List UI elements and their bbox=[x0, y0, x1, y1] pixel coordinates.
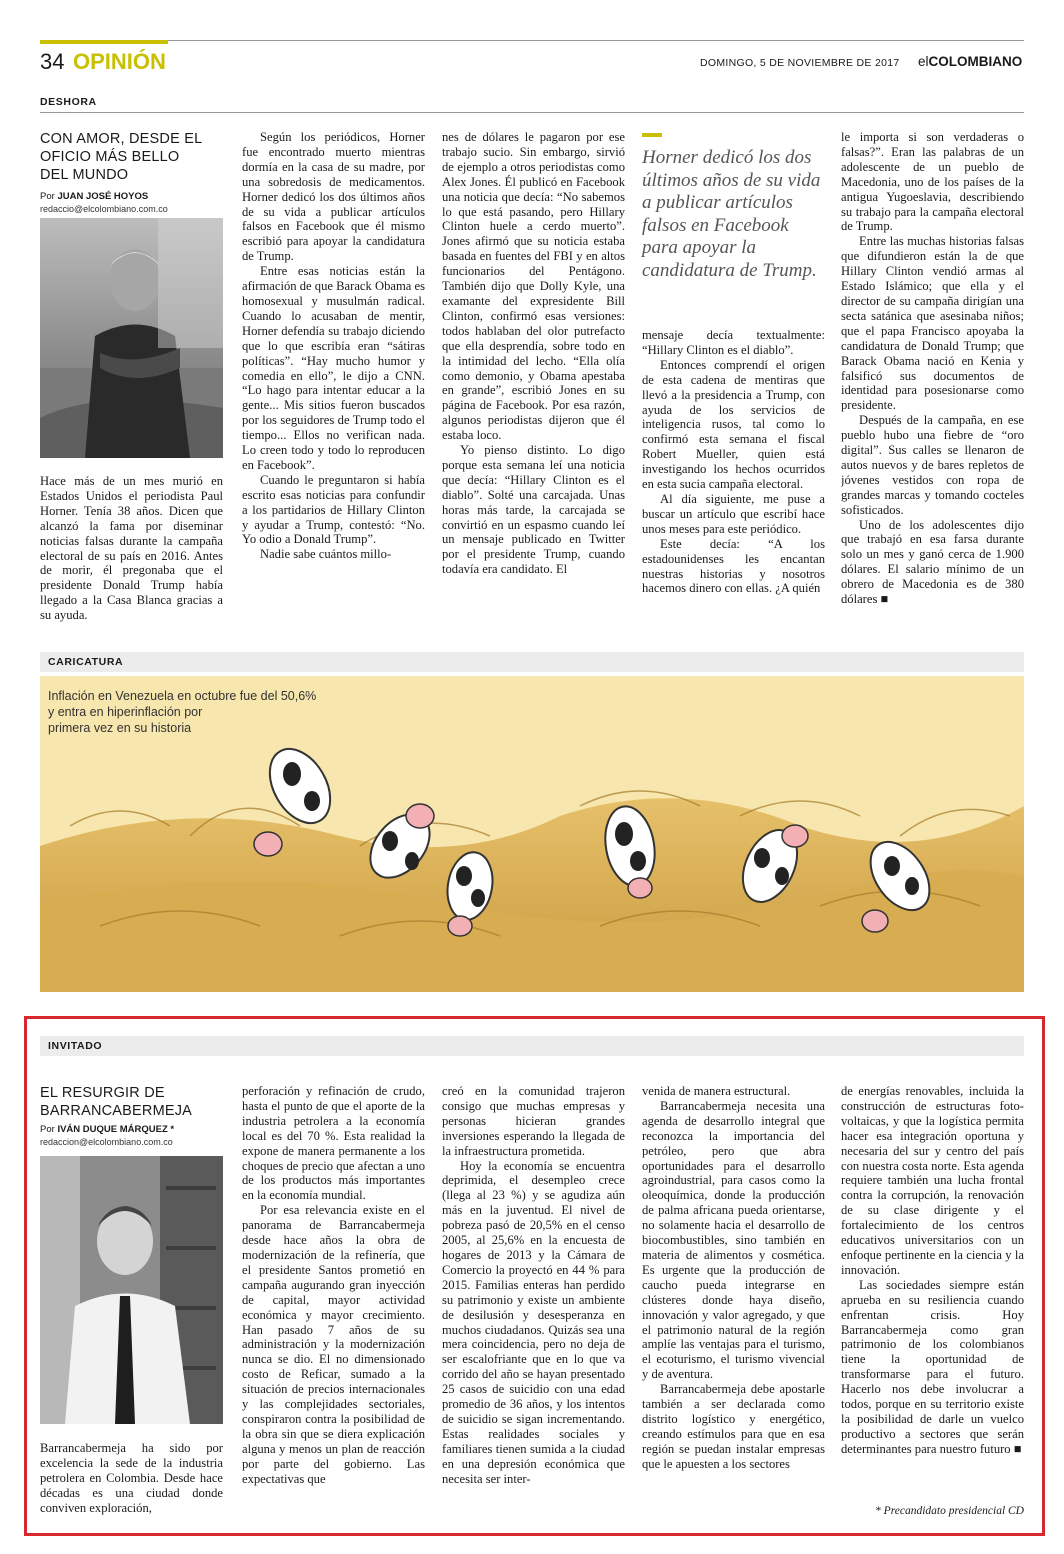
author-photo-duque bbox=[40, 1156, 223, 1424]
author-email: redaccion@elcolombiano.com.co bbox=[40, 1137, 173, 1147]
caricatura-label: CARICATURA bbox=[48, 656, 124, 668]
paragraph: Entre las muchas historias falsas que difundieron están la de que Hillary Clinton vendió armas al Estado Islámico; que ella y el director de su campaña dirigían una secta satánica que asesinaba niños; que el papa Francisco apoyaba la candidatura de Donald Trump; que Barack Obama nació en Kenia y falsificó sus documentos de identidad para posesionarse como presidente. bbox=[841, 234, 1024, 413]
deshora-byline bbox=[40, 191, 148, 202]
paragraph: perforación y refinación de crudo, hasta el punto de que el aporte de la industria petrolera a la economía local es del 70 %. Esta realidad la expone de manera permanente a los choques de precio que afectan a uno de los productos más importantes en la economía mundial. bbox=[242, 1084, 425, 1203]
paragraph: Por esa relevancia existe en el panorama de Barrancabermeja desde hace años la obra de modernización de la refinería, que el presidente Santos prometió en campaña augurando gran inyección de capital, mayor actividad económica y mayor crecimiento. Han pasado 7 años de su administración y la modernización nunca se dio. El no dimensionado costo de Reficar, sumado a la situación de precios internacionales y las complejidades sectoriales, conspiraron contra la posibilidad de la obra sin que se diera explicación alguna y menos un plan de reacción por parte del gobierno. Las expectativas que bbox=[242, 1203, 425, 1486]
brand-name: COLOMBIANO bbox=[928, 54, 1023, 69]
paragraph: Barrancabermeja ha sido por excelencia la sede de la industria petrolera en Colombia. Desde hace décadas es una ciudad donde conviven exploración, bbox=[40, 1441, 223, 1515]
paragraph: Barrancabermeja debe apostarle también a ser declarada como distrito logístico y energético, creando estímulos para que en esa región se puedan instalar empresas que le apuesten a los sectores bbox=[642, 1382, 825, 1471]
paragraph: mensaje decía textualmente: “Hillary Clinton es el diablo”. bbox=[642, 328, 825, 357]
deshora-column-5 bbox=[841, 130, 1024, 630]
caricatura-bar bbox=[40, 652, 1024, 672]
deshora-column-4 bbox=[642, 328, 825, 626]
paragraph: le importa si son verdaderas o falsas?”. Eran las palabras de un adolescente de un pueblo de Macedonia, uno de los países de la antigua Yugoeslavia, describiendo su trabajo para la campaña electoral de Trump. bbox=[841, 130, 1024, 234]
invitado-byline bbox=[40, 1124, 174, 1135]
paragraph: Cuando le preguntaron si había escrito esas noticias para confundir a los partidarios de Hillary Clinton y ayudar a Trump, contestó: “No. Yo odio a Donald Trump”. bbox=[242, 472, 425, 547]
cartoon bbox=[40, 676, 1024, 992]
paragraph: nes de dólares le pagaron por ese trabajo sucio. Sin embargo, sirvió de ejemplo a otros periodistas como Alex Jones. Él publicó en Facebook una noticia que decía: “No sabemos lo que está pasando, pero Hillary Clinton huele a cerdo muerto”. Jones afirmó que su noticia estaba basada en fuentes del FBI y en altos funcionarios del Pentágono. También dijo que Dolly Kyle, una examante del expresidente Bill Clinton, confirmó esas versiones: todos hablaban del olor putrefacto que ella desprendía, sobre todo en la intimidad del lecho. “Ella olía como demonio, y Obama apestaba en grande”, escribió Jones en su página de Facebook. Por esa razón, algunos periodistas dijeron que él estaba loco. bbox=[442, 130, 625, 443]
invitado-headline: EL RESURGIR DE BARRANCABERMEJA bbox=[40, 1085, 193, 1119]
invitado-label: INVITADO bbox=[48, 1040, 103, 1052]
invitado-column-1 bbox=[40, 1441, 223, 1521]
deshora-rule bbox=[40, 112, 1024, 113]
paragraph: Uno de los adolescentes dijo que trabajó en esa farsa durante solo un mes y ganó cerca de 1.900 dólares. El salario mínimo de un obrero de Macedonia es de 380 dólares ■ bbox=[841, 517, 1024, 607]
issue-date: DOMINGO, 5 DE NOVIEMBRE DE 2017 bbox=[700, 57, 900, 69]
paragraph: Al día siguiente, me puse a buscar un artículo que escribí hace unos meses para este periódico. bbox=[642, 491, 825, 536]
caption-line: Inflación en Venezuela en octubre fue del 50,6% bbox=[48, 689, 317, 703]
byline-prefix: Por bbox=[40, 1124, 55, 1135]
paragraph: Hoy la economía se encuentra deprimida, el desempleo crece (llega al 23 %) y se agudiza aún más en la juventud. El nivel de pobreza pasó de 20,5% en el censo 2005, al 25,6% en la encuesta de hogares de 2013 y la Cámara de Comercio la proyectó en 44 % para 2015. Familias enteras han perdido su patrimonio y existe un ambiente de desilusión y desesperanza en muchos ciudadanos. Quizás sea una mera coincidencia, pero no deja de ser escalofriante que en lo que va corrido del año se hayan presentado 25 casos de suicidio con una edad promedio de 36 años, y los intentos de suicidio se sigan incrementando. Estas realidades sociales y familiares tienen sumida a la ciudad en una depresión económica que necesita ser inter- bbox=[442, 1158, 625, 1486]
paragraph: Después de la campaña, en ese pueblo hubo una fiebre de “oro digital”. Sus calles se llenaron de autos nuevos y de bares repletos de jóvenes vestidos con ropa de grandes marcas y tomando cocteles sofisticados. bbox=[841, 413, 1024, 517]
deshora-headline: CON AMOR, DESDE EL OFICIO MÁS BELLO DEL MUNDO bbox=[40, 131, 202, 183]
paragraph: Este decía: “A los estadounidenses les encantan nuestras historias y nosotros hacemos dinero con ellas. ¿A quién bbox=[642, 536, 825, 596]
author-name: IVÁN DUQUE MÁRQUEZ * bbox=[57, 1124, 175, 1135]
author-name: JUAN JOSÉ HOYOS bbox=[57, 191, 149, 202]
paragraph: Barrancabermeja necesita una agenda de desarrollo integral que reconozca la importancia del petróleo, pero que abra oportunidades para el desarrollo agroindustrial, para casos como la oleoquímica, donde la producción de palma africana pueda orientarse, no solamente hacia el desarrollo de biocombustibles, sino también en materia de alimentos y cosmética. Es urgente que la producción de caucho pueda integrarse en clústeres donde haya diseño, innovación y valor agregado, y que el patrimonio natural de la región amplíe las ventajas para el turismo, el ecoturismo, el turismo vivencial y de aventura. bbox=[642, 1098, 825, 1382]
caption-line: primera vez en su historia bbox=[48, 721, 192, 735]
brand-prefix: el bbox=[918, 54, 929, 69]
deshora-column-2 bbox=[242, 130, 425, 626]
paragraph: venida de manera estructural. bbox=[642, 1084, 791, 1098]
invitado-column-2 bbox=[242, 1084, 425, 1524]
header-accent-rule bbox=[40, 40, 168, 44]
paragraph: Yo pienso distinto. Lo digo porque esta semana leí una noticia que decía: “Hillary Clinton es el diablo”. Solté una carcajada. Unas horas más tarde, la carcajada se convirtió en un espasmo cuando leí un mensaje publicado en Twitter por el presidente Trump, cuando todavía era candidato. El bbox=[442, 443, 625, 577]
invitado-column-5 bbox=[841, 1084, 1024, 1504]
byline-prefix: Por bbox=[40, 191, 55, 202]
cartoon-caption bbox=[48, 688, 316, 736]
invitado-column-3 bbox=[442, 1084, 625, 1524]
paragraph: de energías renovables, incluida la construcción de estructuras foto-voltaicas, y que la logística permita hacer esa integración oportuna y necesaria del sur y centro del país con nuestra costa norte. Esta agenda requiere también una lucha frontal contra la corrupción, la renovación de su clase dirigente y el fortalecimiento de los centros educativos universitarios con un enfoque pertinente en la ciencia y la innovación. bbox=[841, 1084, 1024, 1277]
pull-quote-accent bbox=[642, 133, 662, 137]
deshora-label: DESHORA bbox=[40, 96, 97, 108]
author-email: redaccio@elcolombiano.com.co bbox=[40, 204, 168, 214]
paragraph: creó en la comunidad trajeron consigo que muchas empresas y personas hicieran grandes inversiones esperando la llegada de la infraestructura prometida. bbox=[442, 1084, 625, 1158]
paragraph: Según los periódicos, Horner fue encontrado muerto mientras dormía en la casa de su madre, por una sobredosis de medicamentos. Horner dedicó los dos últimos años de su vida a publicar artículos falsos en Facebook que él mismo escribió para apoyar la candidatura de Trump. bbox=[242, 130, 425, 264]
paragraph: Entonces comprendí el origen de esta cadena de mentiras que llevó a la presidencia a Trump, con ayuda de los servicios de inteligencia rusos, tal como lo confirmó esta semana el fiscal Robert Mueller, quien está investigando los hechos ocurridos en esta sucia campaña electoral. bbox=[642, 357, 825, 492]
invitado-column-4 bbox=[642, 1084, 825, 1524]
deshora-column-1 bbox=[40, 474, 223, 634]
author-photo-hoyos bbox=[40, 218, 223, 458]
section-title: OPINIÓN bbox=[73, 49, 166, 74]
paragraph: Entre esas noticias están la afirmación de que Barack Obama es homosexual y musulmán radical. Cuando lo acusaban de mentir, Horner defendía su trabajo diciendo que lo que escribía eran “sátiras políticas”. “Hay mucho humor y comedia en ello”, le dijo a CNN. “Lo hago para intentar educar a la gente... Mis sitios fueron buscados por los seguidores de Trump todo el tiempo... Ellos no verifican nada. Lo creen todo y todo lo reproducen en Facebook”. bbox=[242, 264, 425, 472]
brand-logo bbox=[918, 54, 1022, 69]
paragraph: Nadie sabe cuántos millo- bbox=[260, 547, 392, 562]
page-number: 34 bbox=[40, 49, 65, 74]
paragraph: Hace más de un mes murió en Estados Unidos el periodista Paul Horner. Tenía 38 años. Dicen que alcanzó la fama por diseminar noticias falsas durante la campaña electoral de su país en 2016. Antes de morir, él pregonaba que el presidente Donald Trump había llegado a la Casa Blanca gracias a su ayuda. bbox=[40, 474, 223, 623]
caption-line: y entra en hiperinflación por bbox=[48, 705, 203, 719]
deshora-column-3 bbox=[442, 130, 625, 626]
invitado-bar bbox=[40, 1036, 1024, 1056]
author-footnote: * Precandidato presidencial CD bbox=[875, 1505, 1024, 1517]
pull-quote: Horner dedicó los dos últimos años de su vida a publicar artículos falsos en Facebook para apoyar la candidatura de Trump. bbox=[642, 147, 821, 281]
header-rule bbox=[40, 40, 1024, 41]
paragraph: Las sociedades siempre están aprueba en su resiliencia cuando enfrentan crisis. Hoy Barrancabermeja como gran patrimonio de los colombianos tiene la oportunidad de transformarse para el futuro. Hacerlo nos debe involucrar a todos, porque en su territorio existe la posibilidad de darle un vuelco productivo a sectores que serán determinantes para nuestro futuro ■ bbox=[841, 1277, 1024, 1456]
